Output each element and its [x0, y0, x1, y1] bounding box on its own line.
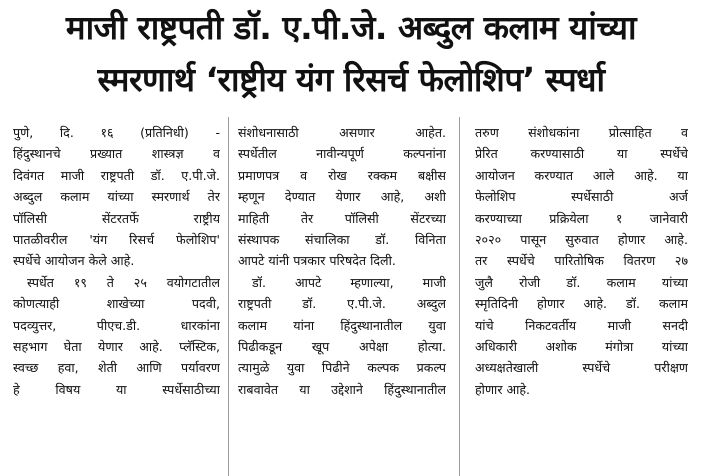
column-line: जुलै रोजी डॉ. कलाम यांच्या [475, 274, 688, 290]
column-line: प्रमाणपत्र व रोख रक्कम बक्षीस [238, 167, 446, 183]
column-line: दिवंगत माजी राष्ट्रपती डॉ. ए.पी.जे. [13, 167, 220, 183]
article-column-2 [238, 122, 446, 400]
column-line: पिढीकडून खूप अपेक्षा होत्या. [238, 339, 446, 355]
column-line: तरुण संशोधकांना प्रोत्साहित व [475, 125, 688, 140]
column-line: स्पर्धेचे आयोजन केले आहे. [13, 253, 135, 269]
column-line: स्पर्धेतील नावीन्यपूर्ण कल्पनांना [238, 146, 446, 162]
column-line: अब्दुल कलाम यांच्या स्मरणार्थ तेर [13, 189, 220, 205]
column-line: माहिती तेर पॉलिसी सेंटरच्या [238, 210, 446, 226]
column-line: स्पर्धेत १९ ते २५ वयोगटातील [27, 274, 220, 290]
column-line: प्रेरित करण्यासाठी या स्पर्धेचे [475, 146, 688, 162]
column-line: आपटे यांनी पत्रकार परिषदेत दिली. [238, 253, 396, 269]
column-line: स्मृतिदिनी होणार आहे. डॉ. कलाम [475, 296, 688, 312]
column-line: पदव्युत्तर, पीएच.डी. धारकांना [13, 317, 220, 333]
headline-line-1: माजी राष्ट्रपती डॉ. ए.पी.जे. अब्दुल कलाम यांच्या [65, 8, 637, 47]
column-line: स्वच्छ हवा, शेती आणि पर्यावरण [13, 360, 220, 376]
column-line: अध्यक्षतेखाली स्पर्धेचे परीक्षण [475, 360, 688, 376]
article-column-3 [475, 122, 688, 400]
column-line: पातळीवरील 'यंग रिसर्च फेलोशिप' [13, 232, 220, 248]
headline-line-2: स्मरणार्थ ‘राष्ट्रीय यंग रिसर्च फेलोशिप’ स्पर्धा [97, 60, 605, 99]
column-line: करण्याच्या प्रक्रियेला १ जानेवारी [475, 210, 688, 226]
column-line: सहभाग घेता येणार आहे. प्लॅस्टिक, [13, 339, 220, 355]
column-line: २०२० पासून सुरुवात होणार आहे. [475, 232, 688, 248]
column-line: होणार आहे. [475, 381, 531, 397]
column-line: डॉ. आपटे म्हणाल्या, माजी [252, 274, 446, 290]
column-line: त्यामुळे युवा पिढीने कल्पक प्रकल्प [238, 360, 446, 376]
column-line: अधिकारी अशोक मंगोत्रा यांच्या [475, 339, 688, 355]
column-line: यांचे निकटवर्तीय माजी सनदी [475, 317, 688, 333]
column-line: पॉलिसी सेंटरतर्फे राष्ट्रीय [13, 210, 220, 226]
column-line: फेलोशिप स्पर्धेसाठी अर्ज [475, 189, 688, 205]
column-line: राबवावेत या उद्देशाने हिंदुस्थानातील [238, 381, 446, 397]
article-column-1 [13, 122, 220, 400]
column-line: संस्थापक संचालिका डॉ. विनिता [238, 232, 446, 248]
column-divider [228, 117, 229, 476]
column-divider [459, 117, 460, 476]
headline [0, 2, 702, 106]
column-line: कलाम यांना हिंदुस्थानातील युवा [238, 317, 446, 333]
column-line: हे विषय या स्पर्धेसाठीच्या [13, 381, 220, 397]
column-line: हिंदुस्थानचे प्रख्यात शास्त्रज्ञ व [13, 146, 220, 162]
column-line: संशोधनासाठी असणार आहेत. [238, 125, 446, 140]
column-line: राष्ट्रपती डॉ. ए.पी.जे. अब्दुल [238, 296, 446, 312]
column-line: तर स्पर्धेचे पारितोषिक वितरण २७ [475, 253, 688, 269]
column-line: आयोजन करण्यात आले आहे. या [475, 167, 688, 183]
column-line: म्हणून देण्यात येणार आहे, अशी [238, 189, 446, 205]
column-line: पुणे, दि. १६ (प्रतिनिधी) - [13, 125, 220, 140]
column-line: कोणत्याही शाखेच्या पदवी, [13, 296, 220, 312]
